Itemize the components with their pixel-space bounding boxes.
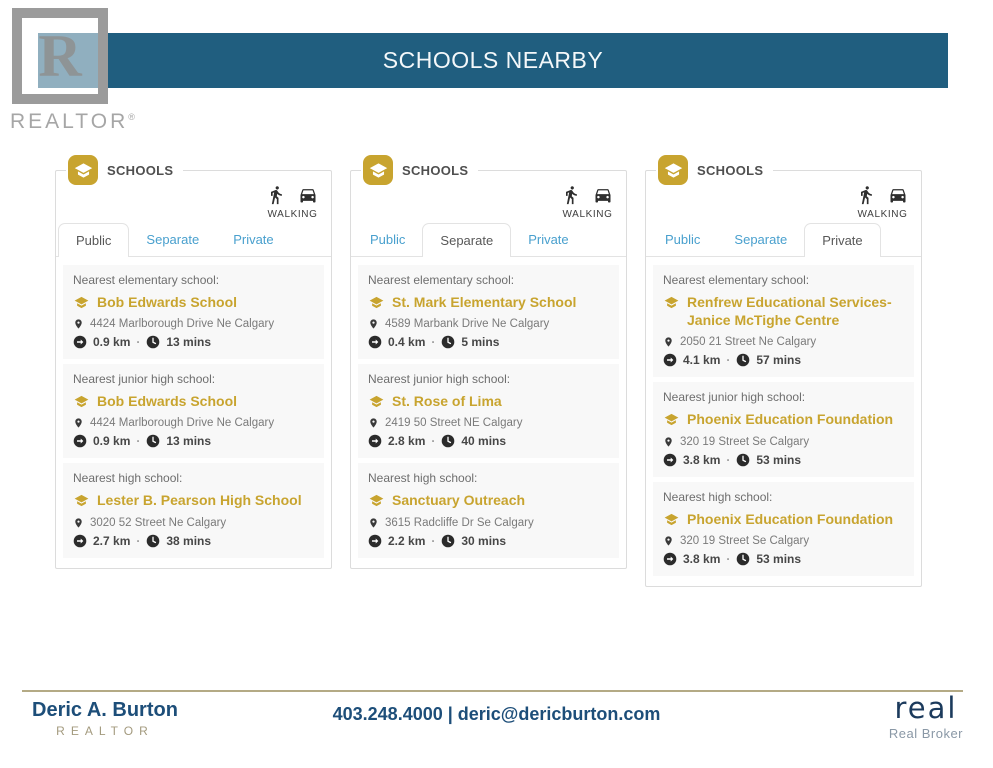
agent-title: REALTOR xyxy=(56,724,154,738)
dot-separator: · xyxy=(726,353,731,368)
travel-mode xyxy=(266,185,319,220)
travel-mode-label: WALKING xyxy=(857,209,908,220)
directions-icon xyxy=(73,434,87,448)
tab-separate[interactable]: Separate xyxy=(422,223,511,257)
registered-trademark-icon: ® xyxy=(128,112,135,122)
clock-icon xyxy=(441,335,455,349)
distance-time xyxy=(73,335,314,349)
time-value: 30 mins xyxy=(461,533,507,548)
time-value: 13 mins xyxy=(166,434,212,449)
distance-time xyxy=(663,453,904,467)
section-label: Nearest junior high school: xyxy=(368,372,511,387)
time-value: 53 mins xyxy=(756,452,802,467)
school-name-link[interactable]: Lester B. Pearson High School xyxy=(73,491,314,509)
distance-value: 3.8 km xyxy=(683,452,721,467)
section-label: Nearest elementary school: xyxy=(73,273,220,287)
time-value: 40 mins xyxy=(461,434,507,449)
dot-separator: · xyxy=(136,533,141,548)
school-address: 4589 Marbank Drive Ne Calgary xyxy=(368,317,609,331)
directions-icon xyxy=(73,534,87,548)
nearest-elementary-section xyxy=(63,265,324,359)
section-label: Nearest elementary school: xyxy=(368,273,515,287)
clock-icon xyxy=(146,534,160,548)
map-pin-icon xyxy=(73,317,84,331)
directions-icon xyxy=(663,353,677,367)
distance-time xyxy=(368,335,609,349)
school-name-link[interactable]: St. Mark Elementary School xyxy=(368,293,609,311)
school-name-link[interactable]: Bob Edwards School xyxy=(73,392,314,410)
header-band xyxy=(38,33,948,88)
clock-icon xyxy=(441,534,455,548)
travel-mode-label: WALKING xyxy=(267,209,318,220)
distance-time xyxy=(368,534,609,548)
directions-icon xyxy=(368,335,382,349)
schools-legend xyxy=(361,155,478,185)
schools-widget-private xyxy=(645,162,922,587)
schools-widget-separate xyxy=(350,162,627,569)
map-pin-icon xyxy=(73,516,84,530)
tab-private[interactable]: Private xyxy=(233,232,274,247)
time-value: 13 mins xyxy=(166,335,212,350)
nearest-elementary-section xyxy=(358,265,619,359)
distance-value: 2.8 km xyxy=(388,434,426,449)
distance-time xyxy=(368,434,609,448)
school-address: 2050 21 Street Ne Calgary xyxy=(663,335,904,349)
school-address: 2419 50 Street NE Calgary xyxy=(368,416,609,430)
time-value: 53 mins xyxy=(756,551,802,566)
tab-separate[interactable]: Separate xyxy=(734,232,788,247)
distance-value: 0.9 km xyxy=(93,335,131,350)
travel-mode-label: WALKING xyxy=(562,209,613,220)
school-address: 320 19 Street Se Calgary xyxy=(663,435,904,449)
school-name-link[interactable]: St. Rose of Lima xyxy=(368,392,609,410)
realtor-r-mark: R xyxy=(38,23,82,89)
time-value: 5 mins xyxy=(461,335,500,350)
school-name-link[interactable]: Renfrew Educational Services-Janice McTighe Centre xyxy=(663,293,904,329)
distance-time xyxy=(73,434,314,448)
nearest-high-section xyxy=(653,482,914,576)
travel-mode xyxy=(856,185,909,220)
distance-time xyxy=(663,353,904,367)
school-sections xyxy=(56,257,331,568)
nearest-junior-high-section xyxy=(358,364,619,458)
schools-legend-label: SCHOOLS xyxy=(697,162,764,178)
car-icon[interactable] xyxy=(887,185,909,205)
schools-widget-public xyxy=(55,162,332,569)
graduation-cap-icon xyxy=(663,412,680,427)
car-icon[interactable] xyxy=(592,185,614,205)
school-sections xyxy=(351,257,626,568)
map-pin-icon xyxy=(663,435,674,449)
graduation-cap-icon xyxy=(368,295,385,310)
graduation-cap-icon xyxy=(363,155,393,185)
clock-icon xyxy=(146,335,160,349)
dot-separator: · xyxy=(136,335,141,350)
clock-icon xyxy=(441,434,455,448)
graduation-cap-icon xyxy=(368,394,385,409)
distance-value: 2.7 km xyxy=(93,533,131,548)
schools-legend-label: SCHOOLS xyxy=(107,162,174,178)
dot-separator: · xyxy=(431,434,436,449)
schools-legend xyxy=(66,155,183,185)
travel-mode xyxy=(561,185,614,220)
school-name-link[interactable]: Phoenix Education Foundation xyxy=(663,410,904,428)
school-name-link[interactable]: Sanctuary Outreach xyxy=(368,491,609,509)
dot-separator: · xyxy=(431,335,436,350)
graduation-cap-icon xyxy=(68,155,98,185)
school-type-tabs xyxy=(56,223,331,257)
section-label: Nearest high school: xyxy=(73,471,183,486)
tab-public[interactable]: Public xyxy=(665,232,701,247)
graduation-cap-icon xyxy=(658,155,688,185)
school-address: 4424 Marlborough Drive Ne Calgary xyxy=(73,317,314,331)
dot-separator: · xyxy=(726,452,731,467)
section-label: Nearest elementary school: xyxy=(663,273,810,287)
schools-legend-label: SCHOOLS xyxy=(402,162,469,178)
car-icon[interactable] xyxy=(297,185,319,205)
nearest-junior-high-section xyxy=(63,364,324,458)
nearest-high-section xyxy=(358,463,619,557)
clock-icon xyxy=(736,453,750,467)
clock-icon xyxy=(736,552,750,566)
dot-separator: · xyxy=(136,434,141,449)
map-pin-icon xyxy=(368,317,379,331)
distance-value: 0.9 km xyxy=(93,434,131,449)
section-label: Nearest junior high school: xyxy=(73,372,216,387)
tab-public[interactable]: Public xyxy=(370,232,406,247)
footer-divider xyxy=(22,690,963,692)
school-type-tabs xyxy=(646,223,921,257)
nearest-junior-high-section xyxy=(653,382,914,476)
map-pin-icon xyxy=(368,416,379,430)
school-sections xyxy=(646,257,921,586)
directions-icon xyxy=(73,335,87,349)
nearest-elementary-section xyxy=(653,265,914,377)
clock-icon xyxy=(146,434,160,448)
school-name-link[interactable]: Phoenix Education Foundation xyxy=(663,510,904,528)
graduation-cap-icon xyxy=(73,493,90,508)
dot-separator: · xyxy=(431,533,436,548)
graduation-cap-icon xyxy=(663,512,680,527)
distance-value: 3.8 km xyxy=(683,551,721,566)
tab-separate[interactable]: Separate xyxy=(146,232,200,247)
dot-separator: · xyxy=(726,551,731,566)
directions-icon xyxy=(663,552,677,566)
time-value: 57 mins xyxy=(756,353,802,368)
graduation-cap-icon xyxy=(368,493,385,508)
schools-legend xyxy=(656,155,773,185)
clock-icon xyxy=(736,353,750,367)
page-title: SCHOOLS NEARBY xyxy=(382,47,604,73)
tab-private[interactable]: Private xyxy=(528,232,569,247)
distance-value: 4.1 km xyxy=(683,353,721,368)
map-pin-icon xyxy=(368,516,379,530)
distance-value: 0.4 km xyxy=(388,335,426,350)
brokerage-name: Real Broker xyxy=(888,726,963,741)
directions-icon xyxy=(368,534,382,548)
school-type-tabs xyxy=(351,223,626,257)
time-value: 38 mins xyxy=(166,533,212,548)
agent-name: Deric A. Burton xyxy=(32,699,178,721)
brokerage-block xyxy=(889,691,963,741)
real-broker-logo: real xyxy=(894,691,958,725)
distance-value: 2.2 km xyxy=(388,533,426,548)
walking-icon[interactable] xyxy=(561,185,581,205)
tab-public[interactable]: Public xyxy=(58,223,129,257)
section-label: Nearest high school: xyxy=(368,471,478,486)
nearest-high-section xyxy=(63,463,324,557)
school-address: 3020 52 Street Ne Calgary xyxy=(73,516,314,530)
map-pin-icon xyxy=(73,416,84,430)
school-address: 4424 Marlborough Drive Ne Calgary xyxy=(73,416,314,430)
graduation-cap-icon xyxy=(663,295,680,310)
tab-private[interactable]: Private xyxy=(804,223,880,257)
map-pin-icon xyxy=(663,335,674,349)
school-name-link[interactable]: Bob Edwards School xyxy=(73,293,314,311)
directions-icon xyxy=(368,434,382,448)
school-address: 320 19 Street Se Calgary xyxy=(663,534,904,548)
walking-icon[interactable] xyxy=(266,185,286,205)
distance-time xyxy=(73,534,314,548)
school-address: 3615 Radcliffe Dr Se Calgary xyxy=(368,516,609,530)
realtor-logo xyxy=(12,8,108,104)
contact-info: 403.248.4000 | deric@dericburton.com xyxy=(332,704,661,724)
walking-icon[interactable] xyxy=(856,185,876,205)
graduation-cap-icon xyxy=(73,394,90,409)
section-label: Nearest high school: xyxy=(663,489,773,504)
distance-time xyxy=(663,552,904,566)
realtor-wordmark: REALTOR® xyxy=(10,110,135,133)
map-pin-icon xyxy=(663,534,674,548)
graduation-cap-icon xyxy=(73,295,90,310)
directions-icon xyxy=(663,453,677,467)
section-label: Nearest junior high school: xyxy=(663,390,806,405)
